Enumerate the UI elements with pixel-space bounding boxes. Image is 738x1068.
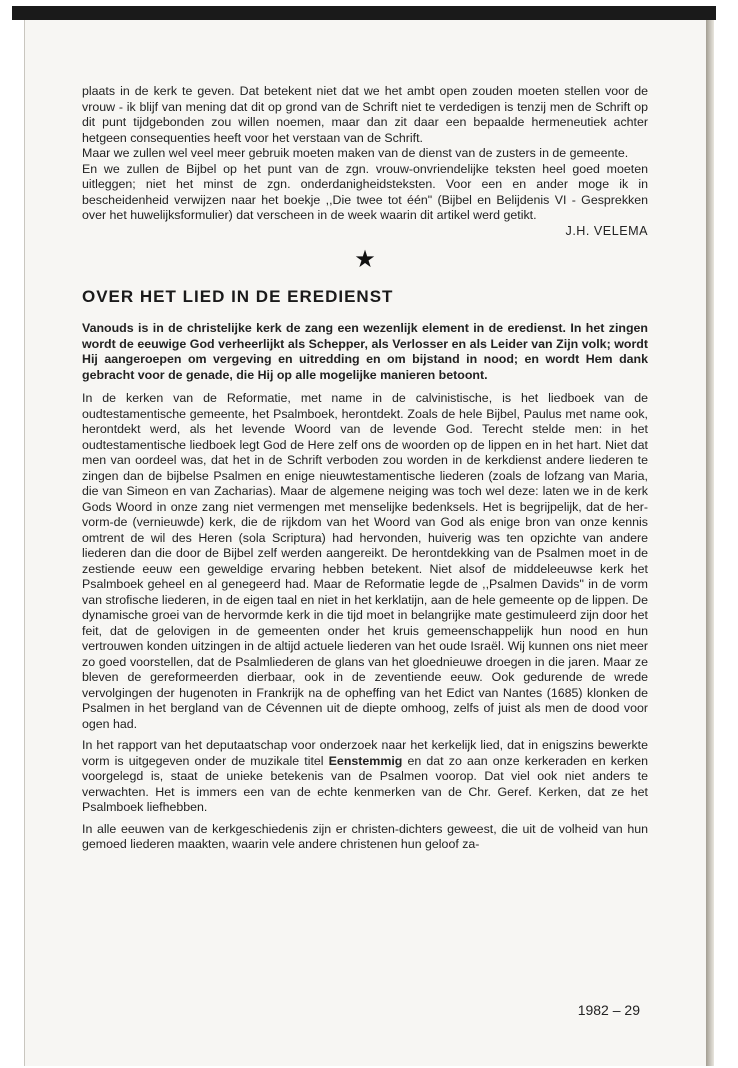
scan-top-border [12, 6, 716, 20]
body-paragraph-2 [82, 738, 648, 816]
star-separator-icon: ★ [354, 246, 376, 273]
lead-paragraph: Vanouds is in de christelijke kerk de zang een wezenlijk element in de eredienst. In het zingen wordt de eeuwige God verheerlijkt als Schepper, als Verlosser en als Leider van Zijn volk; wordt Hij aangeroepen om vergeving en uitredding en om bijstand in nood; en wordt Hem dank gebracht voor de genade, die Hij op alle mogelijke manieren betoont. [82, 321, 648, 382]
page-number: 1982 – 29 [577, 1002, 640, 1018]
page-binding-edge [706, 20, 714, 1066]
intro-paragraph-2: Maar we zullen wel veel meer gebruik moeten maken van de dienst van de zusters in de gemeente. [82, 146, 629, 160]
article-column [82, 84, 648, 853]
intro-paragraph-3: En we zullen de Bijbel op het punt van de zgn. vrouw-onvriendelijke teksten heel goed moeten uitleggen; niet het minst de zgn. onderdanigheidsteksten. Voor een en ander moge ik in bescheidenheid verwijzen naar het boekje ,,Die twee tot één" (Bijbel en Belijdenis VI - Gesprekken over het huwelijksformulier) dat verscheen in de week waarin dit artikel werd getikt. [82, 161, 648, 222]
body-paragraph-2-text-b: en dat zo aan onze kerkeraden en kerken voorgelegd is, staat de unieke betekenis van de Psalmen voorop. Dat viel ook niet anders te verwachten. Het is immers een van de echte kenmerken van de Chr. Geref. Kerken, dat ze het Psalmboek liefhebben. [82, 753, 648, 815]
body-paragraph-2-text-a: In het rapport van het deputaatschap voor onderzoek naar het kerkelijk lied, dat in enigszins bewerkte vorm is uitgegeven onder de muzikale titel [82, 738, 648, 768]
article-heading: OVER HET LIED IN DE EREDIENST [82, 287, 394, 306]
intro-paragraph-1: plaats in de kerk te geven. Dat betekent niet dat we het ambt open zouden moeten stellen voor de vrouw - ik blijf van mening dat dit op grond van de Schrift niet te verdedigen is tenzij men de Schrift op dit punt tijdgebonden zou willen noemen, maar dan zit daar een bepaalde hermeneutiek achter hetgeen consequenties heeft voor het verstaan van de Schrift. [82, 84, 648, 145]
body-paragraph-1: In de kerken van de Reformatie, met name in de calvinistische, is het liedboek van de oudtestamentische gemeente, het Psalmboek, herontdekt. Zoals de hele Bijbel, Paulus met name ook, herontdekt werd, als het levende Woord van de levende God. Terecht stelde men: in het oudtestamentische liedboek legt God de Here zelf ons de woorden op de lippen en in het hart. Niet dat men van oordeel was, dat het in de Schrift verboden zou worden in de kerkdienst andere liederen te zingen dan de bijbelse Psalmen en enige nieuwtestamentische liederen (zoals de lofzang van Maria, die van Simeon en van Zacharias). Maar de algemene neiging was toch wel deze: laten we in de kerk Gods Woord in onze zang niet vermengen met menselijke bedenksels. Het is begrijpelijk, dat de her-vorm-de (vernieuwde) kerk, die de rijkdom van het Woord van God als enige bron van onze kennis omtrent de wil des Heren (sola Scriptura) had hervonden, huiverig was ten opzichte van andere liederen dan die door de Bijbel zelf werden aangereikt. De herontdekking van de Psalmen moet in de zestiende eeuw een geweldige ervaring hebben betekent. Niet alsof de middeleeuwse kerk het Psalmboek geheel en al genegeerd had. Maar de Reformatie legde de ,,Psalmen Davids" in de vorm van strofische liederen, in de eigen taal en niet in het kerklatijn, aan de hele gemeente op de lippen. De dynamische groei van de hervormde kerk in die tijd moet in belangrijke mate gestimuleerd zijn door het feit, dat de gelovigen in de gemeenten onder het kruis gemeenschappelijk hun nood en hun vertrouwen konden uitzingen in de altijd actuele liederen van het oude Israël. Wij kunnen ons niet meer zo goed voorstellen, dat de Psalmliederen de glans van het gloednieuwe droegen in die jaren. Maar ze bleven de gereformeerden dierbaar, ook in de zeventiende eeuw. Ook gedurende de wrede vervolgingen der hugenoten in Frankrijk na de opheffing van het Edict van Nantes (1685) klonken de Psalmen in het bergland van de Cévennen uit de diepte omhoog, zelfs of juist als men de dood voor ogen had. [82, 391, 648, 731]
body-paragraph-3: In alle eeuwen van de kerkgeschiedenis zijn er christen-dichters geweest, die uit de volheid van hun gemoed liederen maakten, waarin vele andere christenen hun geloof za- [82, 821, 648, 852]
book-title-eenstemmig: Eenstemmig [328, 753, 403, 768]
author-signature: J.H. VELEMA [565, 223, 648, 238]
